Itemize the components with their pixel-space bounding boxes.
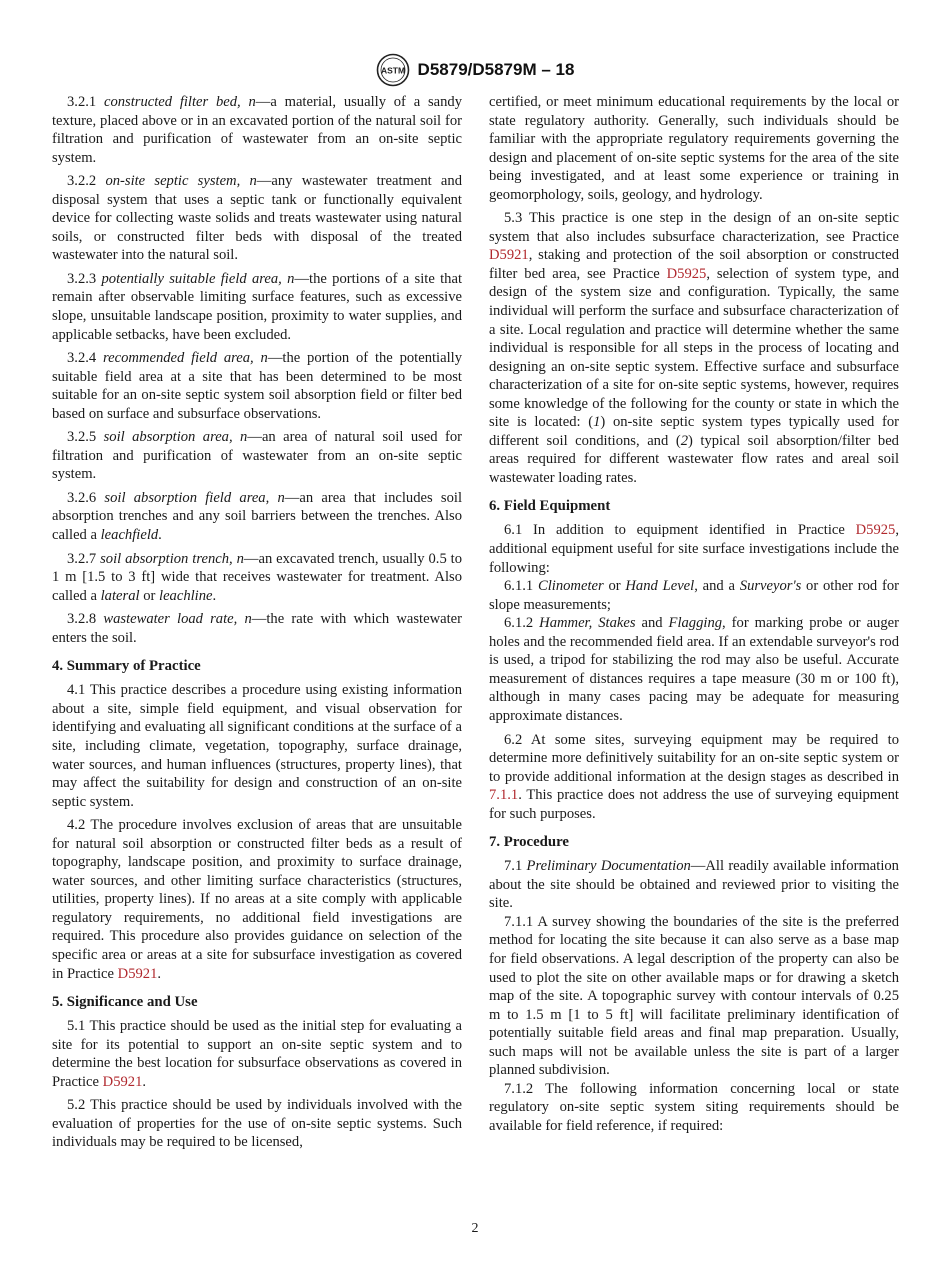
- paragraph-5-2-continued: certified, or meet minimum educational requirements by the local or state regulatory authority. Generally, such individuals should be familiar with the appropriate regulatory requirements governing the design and placement of on-site septic systems for the area of the site being investigated, and at least some experience or training in geomorphology, soils, geology, and hydrology.: [489, 94, 899, 203]
- paragraph-6-1-2: 6.1.2 Hammer, Stakes and Flagging, for marking probe or auger holes and the recommended field area. If an extendable surveyor's rod is used, a tripod for stabilizing the rod may also be useful. Accurate measurement of distances requires a tape measure (30 m or 100 ft), although in many cases pacing may be adequate for measuring approximate distances.: [489, 615, 899, 724]
- link-d5925[interactable]: D5925: [666, 265, 707, 282]
- definition-3-2-4: 3.2.4 recommended field area, n—the portion of the potentially suitable field area at a site that has been determined to be most suitable for an on-site septic system soil absorption field or filter bed based on surface and subsurface observations.: [52, 350, 462, 422]
- paragraph-4-1: 4.1 This practice describes a procedure using existing information about a site, simple field equipment, and visual observation for identifying and evaluating all significant conditions at the surface of a site, including climate, vegetation, topography, surface drainage, water sources, and human influences (structures, property lines), that may affect the suitability for design and construction of an on-site septic system.: [52, 682, 462, 810]
- link-d5925[interactable]: D5925: [855, 522, 896, 539]
- paragraph-7-1-1: 7.1.1 A survey showing the boundaries of the site is the preferred method for locating the site because it can also serve as a base map for field observations. A legal description of the property can also be used to plot the site on other available maps or for drawing a sketch map of the site. A topographic survey with contour intervals of 0.25 m to 1.5 m [1 to 5 ft] will facilitate preliminary identification of potentially suitable field areas and final map preparation. Usually, such maps will not be available unless the site is part of a larger planned subdivision.: [489, 913, 899, 1079]
- page-number: 2: [471, 1221, 479, 1236]
- paragraph-7-1: 7.1 Preliminary Documentation—All readily available information about the site should be obtained and reviewed prior to visiting the site.: [489, 858, 899, 912]
- standard-designation: D5879/D5879M – 18: [417, 60, 575, 79]
- right-column: [489, 93, 899, 1135]
- paragraph-5-1: 5.1 This practice should be used as the initial step for evaluating a site for its potential to support an on-site septic system and to determine the best location for subsurface observations as covered in Practice D5921.: [52, 1018, 462, 1090]
- svg-text:ASTM: ASTM: [380, 65, 405, 76]
- paragraph-7-1-2: 7.1.2 The following information concerning local or state regulatory on-site septic system siting requirements should be available for field reference, if required:: [489, 1080, 899, 1134]
- definition-3-2-3: 3.2.3 potentially suitable field area, n—the portions of a site that remain after observable limiting surface features, such as excessive slope, unsuitable landscape position, proximity to water supplies, and applicable setbacks, have been excluded.: [52, 270, 462, 343]
- section-heading-7: 7. Procedure: [489, 834, 569, 851]
- section-heading-4: 4. Summary of Practice: [52, 658, 201, 675]
- definition-3-2-8: 3.2.8 wastewater load rate, n—the rate with which wastewater enters the soil.: [52, 611, 462, 646]
- astm-logo-icon: [376, 53, 410, 87]
- page-header: [0, 52, 950, 88]
- link-d5921[interactable]: D5921: [117, 965, 158, 982]
- paragraph-5-3: 5.3 This practice is one step in the design of an on-site septic system that also includes subsurface characterization, see Practice D5921, staking and protection of the soil absorption or constructed filter bed area, see Practice D5925, selection of system type, and design of the system size and configuration. Typically, the same individual will perform the surface and subsurface characterization of a site. Local regulation and practice will determine whether the same individual is responsible for all steps in the process of locating and designing an on-site septic system. Effective surface and subsurface characterization of a site for on-site septic systems, however, requires some knowledge of the following for the county or state in which the site is located: (1) on-site septic system types typically used for different soil conditions, and (2) typical soil absorption/filter bed areas required for different wastewater flow rates and areal soil wastewater loading rates.: [489, 210, 899, 486]
- paragraph-6-1-1: 6.1.1 Clinometer or Hand Level, and a Surveyor's or other rod for slope measurements;: [489, 578, 899, 613]
- section-heading-5: 5. Significance and Use: [52, 994, 198, 1011]
- definition-3-2-2: 3.2.2 on-site septic system, n—any wastewater treatment and disposal system that uses a septic tank or functionally equivalent device for collecting waste solids and treats wastewater using natural soils, or constructed filter beds with disposal of the treated wastewater into the natural soil.: [52, 173, 463, 264]
- section-heading-6: 6. Field Equipment: [489, 498, 611, 515]
- definition-3-2-5: 3.2.5 soil absorption area, n—an area of natural soil used for filtration and purification of wastewater from an on-site septic system.: [52, 429, 463, 483]
- definition-3-2-6: 3.2.6 soil absorption field area, n—an area that includes soil absorption trenches and any soil barriers between the trenches. Also called a leachfield.: [52, 489, 462, 544]
- link-d5921[interactable]: D5921: [102, 1073, 143, 1090]
- paragraph-6-2: 6.2 At some sites, surveying equipment may be required to determine more definitively suitability for an on-site septic system or to provide additional information at the design stages as described in 7.1.1. This practice does not address the use of surveying equipment for such purposes.: [489, 731, 899, 822]
- definition-3-2-7: 3.2.7 soil absorption trench, n—an excavated trench, usually 0.5 to 1 m [1.5 to 3 ft] wide that receives wastewater for treatment. Also called a lateral or leachline.: [52, 550, 462, 604]
- definition-3-2-1: 3.2.1 constructed filter bed, n—a material, usually of a sandy texture, placed above or in an excavated portion of the natural soil for filtration and purification of wastewater from an on-site septic system.: [52, 94, 462, 166]
- paragraph-6-1: 6.1 In addition to equipment identified in Practice D5925, additional equipment useful for site surface investigations include the following:: [489, 522, 899, 576]
- paragraph-4-2: 4.2 The procedure involves exclusion of areas that are unsuitable for natural soil absorption or constructed filter beds as a result of topography, landscape position, and proximity to surface drainage, water sources, and other limiting surface characteristics (structures, utilities, property lines). If no areas at a site comply with applicable regulatory requirements, no additional field investigations are required. This procedure also provides guidance on selection of the specific area or areas at a site for subsurface investigation as covered in Practice D5921.: [52, 817, 462, 982]
- link-d5921[interactable]: D5921: [489, 247, 529, 264]
- left-column: [52, 93, 462, 1152]
- link-7-1-1[interactable]: 7.1.1: [489, 787, 519, 804]
- paragraph-5-2: 5.2 This practice should be used by individuals involved with the evaluation of properties for the use of on-site septic systems. Such individuals may be required to be licensed,: [52, 1097, 462, 1151]
